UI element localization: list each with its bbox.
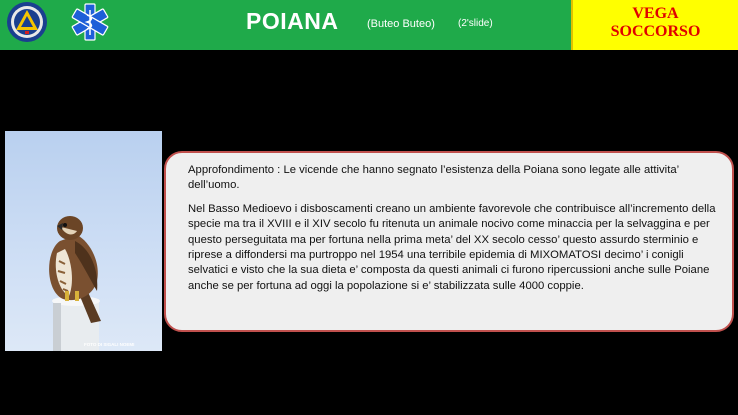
brand-line-2: SOCCORSO [610, 23, 701, 40]
brand-badge [571, 0, 738, 50]
brand-line-1: VEGA [632, 5, 679, 22]
body-paragraph: Nel Basso Medioevo i disboscamenti creano un ambiente favorevole che contribuisce all’incremento della specie ma tra il XVIII e il XIV secolo fu ritenuta un animale nocivo come minaccia per la selvaggina e per questo perseguitata ma per fortuna nella prima meta’ del XX secolo cesso’ questo assurdo sterminio e riprese a diffondersi ma purtroppo nel 1954 una terribile epidemia di MIXOMATOSI decimo’ i conigli selvatici e visto che la sua dieta e’ composta da questi animali ci furono ripercussioni anche sulle Poiane anche se per fortuna ad oggi la popolazione si e’ stabilizzata sulle 4000 coppie. [188, 202, 716, 292]
buzzard-photo [5, 131, 162, 351]
photo-credit: FOTO DI SIGALI NOEMI [84, 342, 135, 347]
civil-protection-logo-icon [6, 1, 48, 43]
slide-number: (2'slide) [458, 18, 493, 29]
page-title: POIANA [246, 8, 339, 34]
star-of-life-icon [68, 2, 112, 42]
species-subtitle: (Buteo Buteo) [367, 18, 435, 30]
intro-paragraph: Approfondimento : Le vicende che hanno segnato l’esistenza della Poiana sono legate alle attivita’ dell’uomo. [188, 164, 679, 192]
info-callout [164, 151, 734, 332]
buzzard-illustration [5, 131, 162, 351]
header-bar [0, 0, 738, 50]
